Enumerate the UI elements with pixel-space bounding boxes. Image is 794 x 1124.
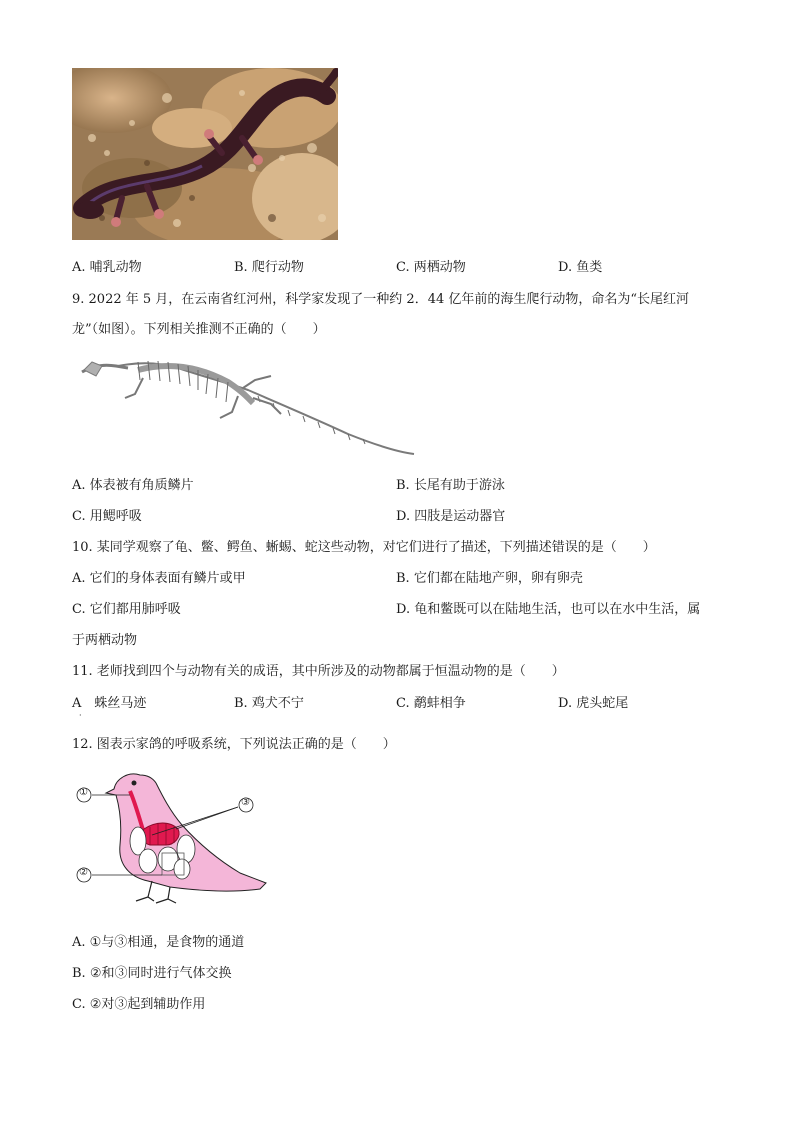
q9-stem-line2: 龙”（如图）。下列相关推测不正确的（ ）	[72, 322, 326, 337]
q10-option-a: A. 它们的身体表面有鳞片或甲	[72, 571, 246, 586]
label-3: ③	[241, 797, 250, 808]
hongheosaurus-fossil-image	[78, 348, 418, 458]
q9-option-c: C. 用鳃呼吸	[72, 509, 142, 524]
q11-option-a: A 蛛丝马迹	[72, 696, 147, 711]
q10-stem: 10. 某同学观察了龟、鳖、鳄鱼、蜥蜴、蛇这些动物，对它们进行了描述，下列描述错误的是（ ）	[72, 540, 656, 555]
label-2: ②	[79, 867, 88, 878]
q9-stem-line1: 9. 2022 年 5 月，在云南省红河州，科学家发现了一种约 2．44 亿年前的海生爬行动物，命名为“长尾红河	[72, 292, 690, 307]
q11-option-b: B. 鸡犬不宁	[234, 696, 304, 711]
q12-option-c: C. ②对③起到辅助作用	[72, 997, 206, 1012]
q8-option-c: C. 两栖动物	[396, 260, 466, 275]
q10-option-d: D. 龟和鳖既可以在陆地生活，也可以在水中生活，属	[396, 602, 701, 617]
q11-option-d: D. 虎头蛇尾	[558, 696, 629, 711]
pigeon-respiratory-diagram	[70, 765, 280, 915]
q11-option-c: C. 鹬蚌相争	[396, 696, 466, 711]
q8-option-a: A. 哺乳动物	[72, 260, 142, 275]
q12-option-b: B. ②和③同时进行气体交换	[72, 966, 232, 981]
q12-option-a: A. ①与③相通，是食物的通道	[72, 935, 245, 950]
q10-option-b: B. 它们都在陆地产卵，卵有卵壳	[396, 571, 583, 586]
q9-option-d: D. 四肢是运动器官	[396, 509, 506, 524]
salamander-photo	[72, 68, 338, 240]
q8-option-d: D. 鱼类	[558, 260, 603, 275]
q11-stem: 11. 老师找到四个与动物有关的成语，其中所涉及的动物都属于恒温动物的是（ ）	[72, 664, 565, 679]
q10-option-d-continued: 于两栖动物	[72, 633, 138, 648]
label-1: ①	[79, 787, 88, 798]
q9-option-b: B. 长尾有助于游泳	[396, 478, 505, 493]
stray-dot: ·	[79, 711, 82, 720]
q8-option-b: B. 爬行动物	[234, 260, 304, 275]
q10-option-c: C. 它们都用肺呼吸	[72, 602, 181, 617]
q9-option-a: A. 体表被有角质鳞片	[72, 478, 194, 493]
q12-stem: 12. 图表示家鸽的呼吸系统，下列说法正确的是（ ）	[72, 737, 396, 752]
